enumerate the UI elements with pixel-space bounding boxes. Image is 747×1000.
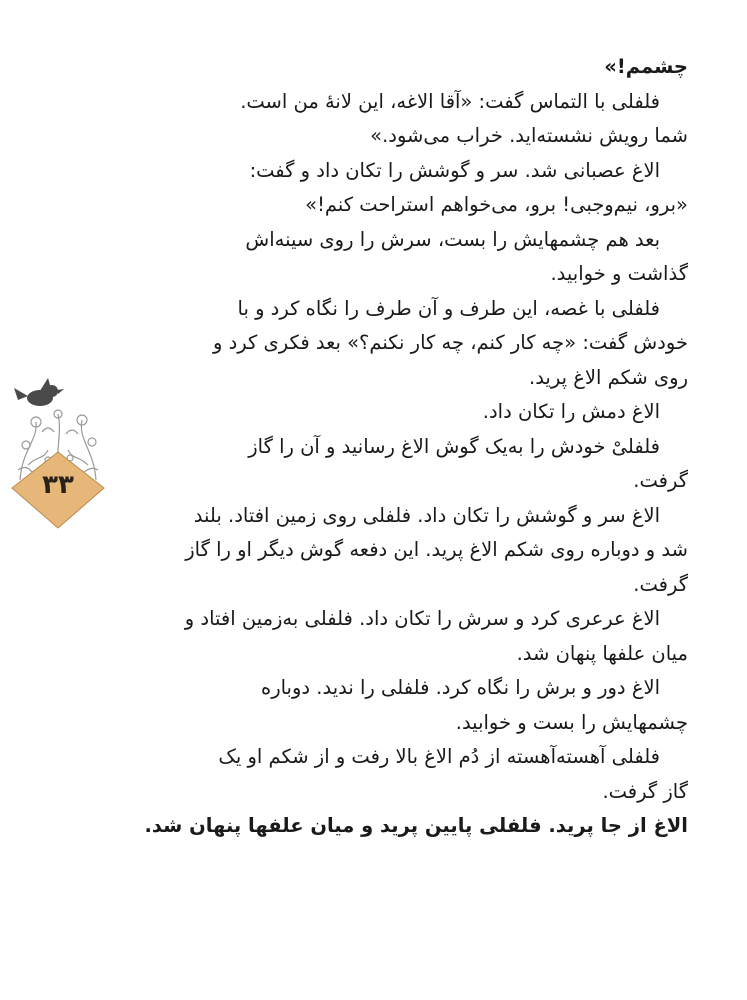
text-line: الاغ سر و گوشش را تکان داد. فلفلی روی زمین افتاد. بلند — [193, 503, 660, 527]
bird-icon — [14, 378, 64, 406]
text-line: گرفت. — [633, 469, 688, 492]
text-line: بعد هم چشمهایش را بست، سرش را روی سینه‌اش — [245, 227, 660, 251]
text-line: الاغ عرعری کرد و سرش را تکان داد. فلفلی به‌زمین افتاد و — [184, 607, 660, 630]
text-line: روی شکم الاغ پرید. — [529, 365, 688, 389]
text-line: گذاشت و خوابید. — [550, 262, 688, 285]
text-line: فلفلی با التماس گفت: «آقا الاغه، این لانهٔ من است. — [240, 89, 660, 113]
text-line: «برو، نیم‌وجبی! برو، می‌خواهم استراحت کنم!» — [305, 193, 688, 216]
text-line: خودش گفت: «چه کار کنم، چه کار نکنم؟» بعد فکری کرد و — [213, 331, 688, 354]
text-line: فلفلی آهسته‌آهسته از دُم الاغ بالا رفت و از شکم او یک — [218, 745, 660, 768]
text-line: الاغ دمش را تکان داد. — [482, 400, 660, 423]
text-line: میان علفها پنهان شد. — [516, 641, 688, 665]
text-line: شد و دوباره روی شکم الاغ پرید. این دفعه گوش دیگر او را گاز — [185, 538, 688, 561]
text-line: چشمم!» — [604, 55, 688, 78]
text-line: گاز گرفت. — [602, 779, 688, 803]
text-line: گرفت. — [633, 572, 688, 596]
text-line: شما رویش نشسته‌اید. خراب می‌شود.» — [370, 124, 688, 147]
story-text — [128, 50, 688, 844]
text-line: الاغ از جا پرید. فلفلی پایین پرید و میان علفها پنهان شد. — [144, 814, 688, 837]
text-line: الاغ دور و برش را نگاه کرد. فلفلی را ندید. دوباره — [260, 676, 660, 699]
text-line: فلفلی با غصه، این طرف و آن طرف را نگاه کرد و با — [237, 296, 660, 320]
page-number: ۳۳ — [42, 470, 74, 500]
text-line: الاغ عصبانی شد. سر و گوشش را تکان داد و گفت: — [249, 158, 660, 182]
text-line: چشمهایش را بست و خوابید. — [455, 710, 688, 734]
text-line: فلفلیْ خودش را به‌یک گوش الاغ رسانید و آن را گاز — [248, 434, 660, 458]
